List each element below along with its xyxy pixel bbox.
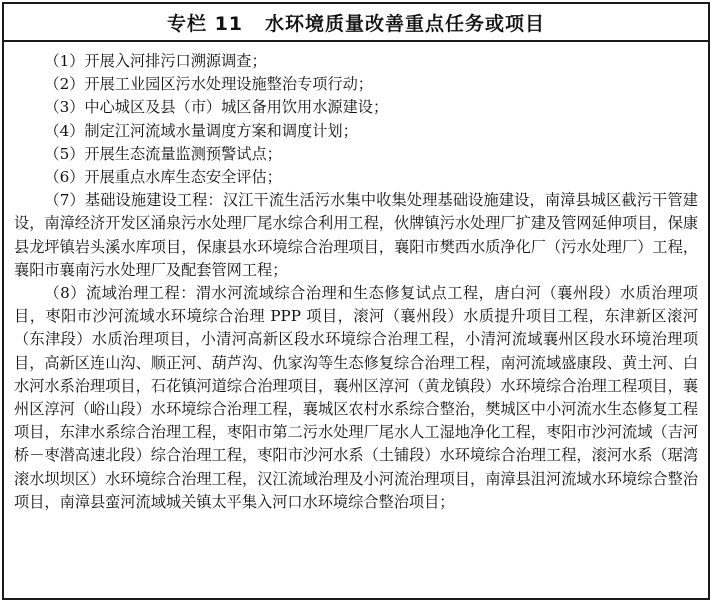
feature-box: [2, 2, 710, 600]
list-item: （6）开展重点水库生态安全评估；: [44, 168, 282, 187]
box-label: 专栏 11: [166, 12, 244, 35]
box-title: 水环境质量改善重点任务或项目: [265, 12, 546, 35]
list-item: （5）开展生态流量监测预警试点；: [44, 144, 282, 163]
list-item: （1）开展入河排污口溯源调查；: [44, 52, 267, 70]
list-item: （4）制定江河流域水量调度方案和调度计划；: [44, 121, 358, 140]
task-list: [4, 42, 708, 514]
list-item: （8）流域治理工程：渭水河流域综合治理和生态修复试点工程，唐白河（襄州段）水质治理项目，枣阳市沙河流域水环境综合治理 PPP 项目，滚河（襄州段）水质提升项目工程，东津新区滚河（东津段）水质治理项目，小清河高新区段水环境综合治理工程，小清河流域襄州区段水环境治理项目，高新区连山沟、顺正河、葫芦沟、仇家沟等生态修复综合治理工程，南河流域盛康段、黄土河、白水河水系治理项目，石花镇河道综合治理项目，襄州区淳河（黄龙镇段）水环境综合治理工程项目，襄州区淳河（峪山段）水环境综合治理工程，襄城区农村水系综合整治，樊城区中小河流水生态修复工程项目，东津水系综合治理工程，枣阳市第二污水处理厂尾水人工湿地净化工程，枣阳市沙河流域（吉河桥－枣潜高速北段）综合治理工程，枣阳市沙河水系（土铺段）水环境综合治理工程，滚河水系（琚湾滚水坝坝区）水环境综合治理工程，汉江流域治理及小河流治理项目，南漳县沮河流域水环境综合整治项目，南漳县蛮河流域城关镇太平集入河口水环境综合整治项目；: [14, 284, 698, 511]
list-item: （7）基础设施建设工程：汉江干流生活污水集中收集处理基础设施建设，南漳县城区截污干管建设，南漳经济开发区涌泉污水处理厂尾水综合利用工程，伙牌镇污水处理厂扩建及管网延伸项目，保康县龙坪镇岩头溪水库项目，保康县水环境综合治理项目，襄阳市樊西水质净化厂（污水处理厂）工程，襄阳市襄南污水处理厂及配套管网工程；: [14, 191, 698, 279]
list-item: （2）开展工业园区污水处理设施整治专项行动；: [44, 75, 373, 94]
box-header: [4, 4, 708, 42]
list-item: （3）中心城区及县（市）城区备用饮用水源建设；: [44, 98, 389, 117]
